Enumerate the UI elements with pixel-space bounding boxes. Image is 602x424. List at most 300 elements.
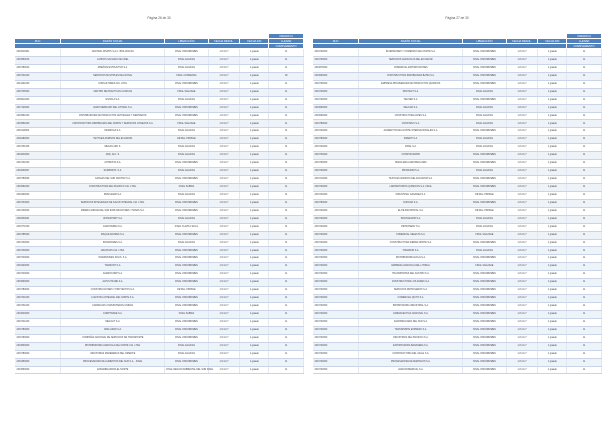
cell-ruc: 2316733000 [15,199,61,207]
cell-fecha-resol: 1.8.4.0.7 [506,128,538,136]
cell-razon-social: PROCESADORA DE MARISCOS S.A. [359,358,463,366]
cell-liberacion: FINAL AGILDAS [165,56,208,64]
cell-creado: 11 [567,350,602,358]
cell-fecha-resol: 1.8.4.0.7 [506,207,538,215]
cell-fecha-resol: 1.8.4.0.7 [208,271,240,279]
cell-creado: 11 [269,104,304,112]
table-row [15,49,304,57]
table-row [313,104,602,112]
cell-razon-social: ENSAMBLADORA EL NORTE [61,366,165,374]
cell-creado: 11 [567,88,602,96]
page-27 [312,0,602,424]
header-liberacion: LIBERACIÓN [165,39,208,44]
cell-razon-social: TRANSPORTE EXPRESO S.A. [359,326,463,334]
cell-liberacion: FINAL REGION AMBIENTAL DEL SUR FINAL [165,366,208,374]
cell-razon-social: CONSTRUC S.A. [359,120,463,128]
cell-razon-social: DISTRIBUIDORA AGRICOLA DEL NORTE CIA. LTDA. [61,342,165,350]
cell-razon-social: CONSTRUCTORA INMOBILIARIA DEL NORTE Y SERVICIOS CONEXOS S.A. [61,120,165,128]
table-row [15,191,304,199]
cell-ruc: 2316720000 [313,215,359,223]
cell-liberacion: FINAL ONFORDIMEN [165,318,208,326]
cell-fecha-fin: 1 graadu [240,247,269,255]
cell-ruc: 2316720000 [313,350,359,358]
cell-fecha-resol: 1.8.4.0.7 [506,96,538,104]
cell-creado: 11 [269,49,304,57]
header-creado-line3: COMPLEMENTO [567,44,602,49]
cell-fecha-resol: 1.8.4.0.7 [506,88,538,96]
table-row [313,160,602,168]
cell-fecha-fin: 1 graadu [538,334,567,342]
cell-fecha-resol: 1.8.4.0.7 [208,136,240,144]
cell-creado: 11 [269,128,304,136]
cell-razon-social: CONSTRUCCIONES Y PROYECTOS S.A. [61,287,165,295]
cell-razon-social: DISEÑOS ESTRUCTUR S.A. [61,64,165,72]
cell-creado: 11 [567,191,602,199]
cell-liberacion: FINAL ONFORDIMEN [165,247,208,255]
cell-creado: 11 [567,120,602,128]
cell-fecha-fin: 1 graadu [240,183,269,191]
cell-creado: 11 [567,295,602,303]
cell-fecha-fin: 1 graadu [538,350,567,358]
cell-liberacion: FINAL AGILDAS [463,88,506,96]
cell-fecha-resol: 1.8.4.0.7 [208,366,240,374]
cell-liberacion: FINAL ONFORDIMEN [165,176,208,184]
table-row [15,358,304,366]
header-fecha-resol: FECHA RESOL. [506,39,538,44]
cell-fecha-fin: 1 graadu [538,207,567,215]
cell-creado: 11 [269,144,304,152]
cell-razon-social: ARQ. ALC. S. [61,152,165,160]
cell-fecha-resol: 1.8.4.0.7 [506,112,538,120]
cell-fecha-resol: 1.8.4.0.7 [208,279,240,287]
cell-creado: 11 [567,287,602,295]
cell-ruc: 2316790000 [15,334,61,342]
cell-fecha-fin: 1 graadu [240,366,269,374]
cell-liberacion: FINAL ONFORDIMEN [463,183,506,191]
cell-creado: 11 [269,255,304,263]
table-row [15,239,304,247]
cell-creado: 11 [567,239,602,247]
table-row [15,279,304,287]
cell-fecha-resol: 1.8.4.0.7 [506,263,538,271]
cell-liberacion: FINAL ONFORDIMEN [463,326,506,334]
cell-fecha-resol: 1.8.4.0.7 [506,56,538,64]
cell-ruc: 2316830000 [15,342,61,350]
cell-ruc: 2316720000 [313,231,359,239]
cell-fecha-fin: 1 graadu [538,80,567,88]
table-row [15,366,304,374]
cell-razon-social: LOGISTICA INTEGRAL DEL NORTE S.A. [61,295,165,303]
cell-fecha-resol: 1.8.4.0.7 [506,160,538,168]
cell-fecha-resol: 1.8.4.0.7 [208,358,240,366]
cell-razon-social: INVERSIONES Y COMERCIO DEL NORTE S.A. [359,49,463,57]
header-creado-line1: CREADO A [269,34,304,39]
cell-creado: 11 [269,56,304,64]
cell-liberacion: FINAL SAGASAE [165,120,208,128]
header-razon-social: RAZÓN SOCIAL [61,39,165,44]
table-row [15,310,304,318]
table-row [313,49,602,57]
cell-ruc: 2315600000 [15,279,61,287]
cell-fecha-fin: 1 graadu [538,96,567,104]
cell-razon-social: EXPORTADORA BANANERA S.A. [359,342,463,350]
table-row [313,199,602,207]
cell-creado: 11 [567,318,602,326]
table-row [313,183,602,191]
header-fecha-fin: FECHA FIN [240,39,269,44]
cell-creado: 11 [567,49,602,57]
cell-razon-social: SERVICIOS MULTIPLES DEL ROSAL [61,72,165,80]
table-row [15,120,304,128]
cell-fecha-resol: 1.8.4.0.7 [208,96,240,104]
table-row [15,56,304,64]
cell-razon-social: SERVICIOS AGRICOLAS DEL ECUADOR [359,56,463,64]
cell-razon-social: EMPRESA PROVEEDORA DE PRODUCTOS QUIMICOS [359,80,463,88]
table-row [15,144,304,152]
table-row [313,263,602,271]
table-row [15,271,304,279]
cell-fecha-fin: 1 graadu [240,144,269,152]
cell-razon-social: CONSTRUCTORA INMOBILIARIA BAHIA S.A. [359,72,463,80]
cell-fecha-fin: 1 graadu [240,64,269,72]
cell-razon-social: SERVICIOS PETROLEROS S.A. [359,287,463,295]
cell-creado: 11 [269,239,304,247]
table-row [15,334,304,342]
cell-fecha-fin: 1 graadu [240,72,269,80]
cell-ruc: 2316730000 [313,152,359,160]
cell-ruc: 2316560000 [15,366,61,374]
cell-fecha-resol: 1.8.4.0.7 [208,215,240,223]
cell-ruc: 2316562000 [15,183,61,191]
cell-ruc: 2317120003 [15,104,61,112]
cell-fecha-fin: 1 graadu [538,56,567,64]
cell-creado: 11 [269,358,304,366]
cell-razon-social: GRANVIAS CIA. LTDA. [61,247,165,255]
cell-liberacion: FINAL TLAVIS 2 ECAL [165,223,208,231]
cell-ruc: 2316720000 [313,207,359,215]
cell-ruc: 2316660000 [313,104,359,112]
cell-ruc: 2316720000 [313,271,359,279]
cell-creado: 11 [269,334,304,342]
table-row [15,160,304,168]
cell-ruc: 2316740000 [313,88,359,96]
cell-liberacion: DETALL PROBLE [165,287,208,295]
cell-fecha-resol: 1.8.4.0.7 [208,318,240,326]
cell-ruc: 2316720003 [15,207,61,215]
table-row [313,112,602,120]
cell-fecha-fin: 1 graadu [538,144,567,152]
cell-razon-social: AGRO MERCADO DEL LITORAL S.A. [61,104,165,112]
cell-fecha-fin: 1 graadu [240,287,269,295]
cell-ruc: 2316640000 [15,310,61,318]
cell-ruc: 2316780000 [313,136,359,144]
cell-ruc: 2316720000 [15,271,61,279]
cell-fecha-resol: 1.8.4.0.7 [208,88,240,96]
cell-liberacion: FINAL ONFORDIMEN [463,255,506,263]
cell-liberacion: FINAL AGILDAS [463,168,506,176]
cell-liberacion: FINAL ONFORDIMEN [463,160,506,168]
cell-razon-social: INNOVAFARM S.A. [359,215,463,223]
table-row [15,64,304,72]
cell-liberacion: FINAL ONFORDIMEN [463,239,506,247]
cell-fecha-resol: 1.8.4.0.7 [506,49,538,57]
cell-liberacion: FINAL ONFORDIMEN [463,350,506,358]
header-creado-line3: COMPLEMENTO [269,44,304,49]
cell-liberacion: FINAL SAGASAE [463,263,506,271]
cell-fecha-fin: 1 graadu [538,231,567,239]
cell-fecha-fin: 1 graadu [538,64,567,72]
cell-razon-social: ESCOLA S.A. [61,96,165,104]
cell-creado: 11 [269,231,304,239]
cell-creado: 11 [269,152,304,160]
table-row [15,287,304,295]
cell-ruc: 2316720000 [313,247,359,255]
table-row [15,183,304,191]
cell-fecha-fin: 1 graadu [538,88,567,96]
cell-fecha-resol: 1.8.4.0.7 [208,223,240,231]
table-row [313,295,602,303]
cell-fecha-fin: 1 graadu [538,104,567,112]
table-row [313,318,602,326]
table-row [313,88,602,96]
cell-ruc: 2316740000 [313,191,359,199]
table-row [313,231,602,239]
cell-razon-social: DISTRIBUIDORA ECUA S.A. [359,255,463,263]
header-creado-line2: LLENAR [567,39,602,44]
cell-razon-social: FARMACEUTICA NACIONAL S.A. [359,310,463,318]
table-row [313,128,602,136]
cell-razon-social: LATINOS VALSANO DE CDEL [61,56,165,64]
header-creado-line1: CREADO A [567,34,602,39]
cell-liberacion: FINAL ONFORDIMEN [463,56,506,64]
table-row [15,176,304,184]
cell-fecha-fin: 1 graadu [538,255,567,263]
cell-liberacion: FINAL ONFORDIMEN [463,310,506,318]
cell-fecha-resol: 1.8.4.0.7 [208,56,240,64]
cell-ruc: 2316700000 [313,56,359,64]
table-row [15,128,304,136]
companies-table [312,33,602,374]
cell-creado: 11 [567,183,602,191]
cell-razon-social: ALTUS TRADE S.A. [61,279,165,287]
cell-fecha-resol: 1.8.4.0.7 [506,310,538,318]
header-razon-social: RAZÓN SOCIAL [359,39,463,44]
page-26 [14,0,304,424]
cell-fecha-resol: 1.8.4.0.7 [208,295,240,303]
cell-ruc: 2316780000 [313,120,359,128]
cell-liberacion: FINAL AGILDAS [165,64,208,72]
cell-ruc: 2314321000 [15,80,61,88]
cell-fecha-resol: 1.8.4.0.7 [506,318,538,326]
cell-ruc: 2316720000 [313,287,359,295]
cell-fecha-fin: 1 graadu [538,152,567,160]
cell-fecha-resol: 1.8.4.0.7 [208,231,240,239]
cell-creado: 11 [269,366,304,374]
cell-ruc: 2316780000 [313,199,359,207]
cell-creado: 11 [269,136,304,144]
cell-fecha-resol: 1.8.4.0.7 [208,80,240,88]
cell-fecha-fin: 1 graadu [240,49,269,57]
cell-creado: 11 [269,168,304,176]
cell-razon-social: SIDERIT S.A. [359,136,463,144]
cell-fecha-resol: 1.8.4.0.7 [208,247,240,255]
cell-fecha-fin: 1 graadu [538,136,567,144]
cell-ruc: 2315745003 [15,88,61,96]
cell-fecha-resol: 1.8.4.0.7 [208,191,240,199]
cell-ruc: 2316730000 [313,80,359,88]
cell-fecha-resol: 1.8.4.0.7 [208,128,240,136]
table-row [15,231,304,239]
cell-liberacion: FINAL ONFORDIMEN [463,358,506,366]
cell-liberacion: FINAL ONFORDIMEN [463,271,506,279]
cell-liberacion: FINAL AGILDAS [463,120,506,128]
table-row [313,207,602,215]
table-row [15,199,304,207]
table-body [313,49,602,374]
cell-liberacion: FINAL AGILDAS [165,96,208,104]
cell-razon-social: AGROCOMERCIAL S.A. [359,366,463,374]
cell-liberacion: FINAL AGILDAS [463,112,506,120]
table-row [15,326,304,334]
cell-fecha-resol: 1.8.4.0.7 [506,255,538,263]
cell-liberacion: FINAL AGILDAS [463,215,506,223]
cell-razon-social: PROCESADORA DE ALIMENTOS DEL SUR S.A. - FINAL [61,358,165,366]
cell-razon-social: INDUSTRIAS MADERERAS DEL ORIENTE [61,350,165,358]
cell-creado: 11 [269,303,304,311]
cell-fecha-resol: 1.8.4.0.7 [506,247,538,255]
table-row [313,287,602,295]
cell-creado: 11 [269,342,304,350]
cell-fecha-resol: 1.8.4.0.7 [208,350,240,358]
cell-fecha-resol: 1.8.4.0.7 [506,120,538,128]
cell-creado: 11 [567,207,602,215]
table-row [15,207,304,215]
cell-ruc: 2316110000 [15,128,61,136]
cell-creado: 11 [269,176,304,184]
cell-razon-social: EMPRESA AGRICOLA DEL LITORAL [359,263,463,271]
cell-creado: 11 [269,207,304,215]
cell-creado: 11 [567,358,602,366]
cell-fecha-resol: 1.8.4.0.7 [506,239,538,247]
cell-ruc: 2316560000 [313,112,359,120]
cell-razon-social: INVERSIONES SOLIS. S.A. [61,255,165,263]
cell-fecha-resol: 1.8.4.0.7 [506,104,538,112]
cell-ruc: 2316720000 [15,247,61,255]
table-row [15,342,304,350]
cell-fecha-resol: 1.8.4.0.7 [506,295,538,303]
cell-razon-social: CORPTRADE S.A. [61,310,165,318]
cell-ruc: 2316731006 [15,144,61,152]
cell-creado: 11 [567,326,602,334]
cell-razon-social: ALIMENTOS DEL NORTE INTERNACIONALES S.A. [359,128,463,136]
cell-liberacion: FINAL AGILDAS [165,144,208,152]
cell-ruc: 2316200003 [15,191,61,199]
cell-fecha-resol: 1.8.4.0.7 [506,334,538,342]
table-row [313,366,602,374]
cell-ruc: 2316785000 [15,231,61,239]
table-row [313,215,602,223]
cell-creado: 11 [269,287,304,295]
cell-creado: 11 [269,247,304,255]
cell-ruc: 2316720000 [313,342,359,350]
table-row [15,350,304,358]
cell-creado: 11 [269,191,304,199]
cell-liberacion: FINAL ONFORDIMEN [165,279,208,287]
cell-creado: 11 [567,64,602,72]
cell-razon-social: ACEROCORP S.A. [61,271,165,279]
page-number-label: Página 26 de 30 [147,16,171,20]
cell-fecha-fin: 1 graadu [538,303,567,311]
cell-razon-social: ANTIRISTA S.A. [61,160,165,168]
cell-ruc: 2316720000 [313,303,359,311]
cell-liberacion: FINAL ONFORDIMEN [165,295,208,303]
cell-creado: 11 [567,263,602,271]
table-row [15,223,304,231]
cell-fecha-resol: 1.8.4.0.7 [208,310,240,318]
cell-fecha-fin: 1 graadu [240,199,269,207]
cell-ruc: 2436180003 [15,136,61,144]
cell-creado: 11 [269,326,304,334]
cell-razon-social: UNITEXPORT S.A. [61,215,165,223]
cell-liberacion: FINAL ONFORDIMEN [165,104,208,112]
cell-ruc: 2316720000 [313,96,359,104]
cell-liberacion: DETALL PROBLE [463,191,506,199]
cell-fecha-resol: 1.8.4.0.7 [506,168,538,176]
cell-fecha-fin: 1 graadu [240,310,269,318]
cell-fecha-fin: 1 graadu [240,120,269,128]
cell-fecha-fin: 1 graadu [538,49,567,57]
cell-liberacion: FINAL AGILDAS [165,152,208,160]
cell-fecha-fin: 1 graadu [538,263,567,271]
cell-fecha-resol: 1.8.4.0.7 [208,120,240,128]
cell-creado: 11 [567,271,602,279]
cell-fecha-fin: 1 graadu [240,168,269,176]
cell-razon-social: CONSTRUCTORA SIERRA NORTE S.A. [359,239,463,247]
cell-liberacion: FINAL ONFORDIMEN [165,263,208,271]
cell-fecha-fin: 1 graadu [538,183,567,191]
cell-creado: 11 [567,96,602,104]
table-row [313,120,602,128]
cell-liberacion: FINAL ONFORDIMEN [463,80,506,88]
cell-fecha-resol: 1.8.4.0.7 [506,199,538,207]
cell-razon-social: PRODURIM S.A. [359,168,463,176]
cell-razon-social: TECSER S.A. [359,96,463,104]
cell-fecha-resol: 1.8.4.0.7 [208,49,240,57]
cell-fecha-resol: 1.8.4.0.7 [208,160,240,168]
table-row [313,223,602,231]
table-row [313,96,602,104]
cell-creado: 11 [567,303,602,311]
page-number-label: Página 27 de 30 [445,16,469,20]
cell-ruc: 2315720000 [15,255,61,263]
cell-liberacion: FINAL SAGASAE [463,231,506,239]
table-row [15,88,304,96]
cell-liberacion: FINAL ONFORDIMEN [463,64,506,72]
cell-fecha-fin: 1 graadu [240,263,269,271]
cell-ruc: 2316780000 [15,350,61,358]
cell-razon-social: NEGOLIT S.A. [61,318,165,326]
cell-liberacion: FINAL AGILDAS [463,247,506,255]
header-ruc: RUC [15,39,61,44]
table-row [313,191,602,199]
cell-ruc: 2316720000 [313,168,359,176]
cell-ruc: 2316720000 [313,239,359,247]
cell-fecha-resol: 1.8.4.0.7 [208,303,240,311]
cell-fecha-fin: 1 graadu [240,342,269,350]
cell-creado: 11 [567,231,602,239]
cell-fecha-fin: 1 graadu [538,120,567,128]
cell-liberacion: FINAL SABIDA [165,183,208,191]
